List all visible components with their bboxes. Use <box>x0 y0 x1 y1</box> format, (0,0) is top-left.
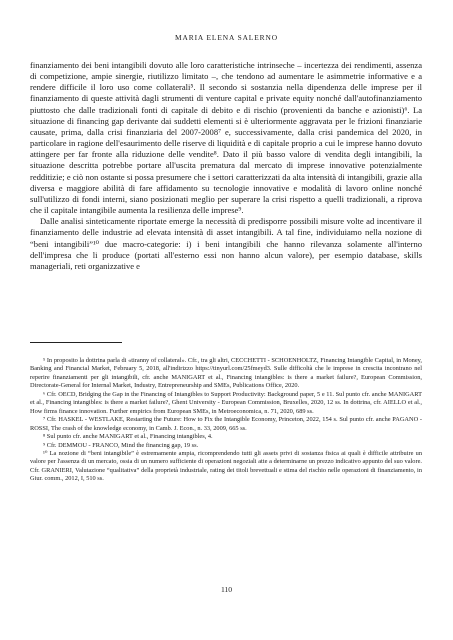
footnotes <box>30 357 422 484</box>
running-header: MARIA ELENA SALERNO <box>175 33 278 42</box>
main-text <box>30 60 422 272</box>
footnote: ⁷ Cfr. HASKEL - WESTLAKE, Restarting the Future: How to Fix the Intangible Economy, Princeton, 2022, 154 s. Sul punto cfr. anche PAGANO - ROSSI, The crash of the knowledge economy, in Camb. J. Econ., n. 33, 2009, 665 ss. <box>30 416 422 432</box>
footnote: ⁹ Cfr. DEMMOU - FRANCO, Mind the financing gap, 19 ss. <box>43 441 199 449</box>
paragraph: Dalle analisi sinteticamente riportate emerge la necessità di predisporre possibili misure volte ad incentivare il finanziamento delle industrie ad elevata intensità di asset intangibili. A tal fine, individuiamo nella nozione di “beni intangibili”¹⁰ due macro-categorie: i) i beni intangibili che hanno rilevanza solamente all'interno dell'impresa che li produce (portati all'esterno essi non hanno alcun valore), per esempio database, skills manageriali, reti organizzative e <box>30 216 422 271</box>
footnote-separator <box>30 342 122 343</box>
footnote: ⁵ In proposito la dottrina parla di «tiranny of collateral». Cfr., tra gli altri, CECCHETTI - SCHOENHOLTZ, Financing Intangible Capital, in Money, Banking and Financial Market, February 5, 2018, all'indirizzo https://tinyurl.com/25fmeyd3. Sulle difficoltà che le imprese in crescita incontrano nel reperire finanziamenti per gli intangibili, cfr. anche MANIGART et al., Financing intangibles: is there a market failure?, European Commission, Directorate-General for Internal Market, Industry, Entrepreneurship and SMEs, Publications Office, 2020. <box>30 357 422 390</box>
footnote: ⁶ Cfr. OECD, Bridging the Gap in the Financing of Intangibles to Support Productivity: Background paper, 5 e 11. Sul punto cfr. anche MANIGART et al., Financing intangibles: is there a market failure?, Ghent University - European Commission, Bruxelles, 2020, 12 ss. In dottrina, cfr. AIELLO et al., How firms finance innovation. Further empirics from European SMEs, in Metroeconomica, n. 71, 2020, 689 ss. <box>30 390 422 415</box>
footnote: ⁸ Sul punto cfr. anche MANIGART et al., Financing intangibles, 4. <box>43 433 213 441</box>
paragraph: finanziamento dei beni intangibili dovuto alle loro caratteristiche intrinseche – incertezza dei rendimenti, assenza di competizione, ampie sinergie, riutilizzo limitato –, che tendono ad aumentare le asimmetrie informative e a rendere difficile il loro uso come collaterali⁵. Il secondo si sostanzia nella dipendenza delle imprese per il finanziamento di queste attività dagli strumenti di venture capital e private equity nonché dall'autofinanziamento piuttosto che dalle tradizionali fonti di capitale di debito e di rischio (provenienti da banche e azionisti)⁶. La situazione di financing gap derivante dai suddetti elementi si è ulteriormente aggravata per le frizioni finanziarie causate, prima, dalla crisi finanziaria del 2007-2008⁷ e, successivamente, dalla crisi pandemica del 2020, in particolare in ragione dell'esaurimento delle riserve di liquidità e di capitale proprio a cui le imprese hanno dovuto attingere per far fronte alla riduzione delle vendite⁸. Dato il più basso valore di vendita degli intangibili, la situazione descritta potrebbe portare all'uscita prematura dal mercato di imprese innovative potenzialmente redditizie; e ciò non ostante si possa presumere che i settori caratterizzati da alta intensità di intangibili, grazie alla diversa e maggiore abilità di fare affidamento su tecnologie innovative e modalità di lavoro online nonché sull'utilizzo di fondi interni, siano posizionati meglio per superare la crisi rispetto a quelli tradizionali, a riprova che il capitale intangibile aumenta la resilienza delle imprese⁹. <box>30 60 422 216</box>
page-number: 110 <box>220 585 233 594</box>
footnote: ¹⁰ La nozione di “beni intangibile” è estremamente ampia, ricomprendendo tutti gli assets privi di sostanza fisica ai quali è difficile attribuire un valore per l'assenza di un mercato, ossia di un numero sufficiente di operazioni negoziali atte a determinarne un prezzo indicativo appunto del suo valore. Cfr. GRANIERI, Valutazione “qualitativa” della proprietà industriale, rating dei titoli brevettuali e stima del rischio nelle operazioni di finanziamento, in Giur. comm., 2012, I, 510 ss. <box>30 449 422 483</box>
